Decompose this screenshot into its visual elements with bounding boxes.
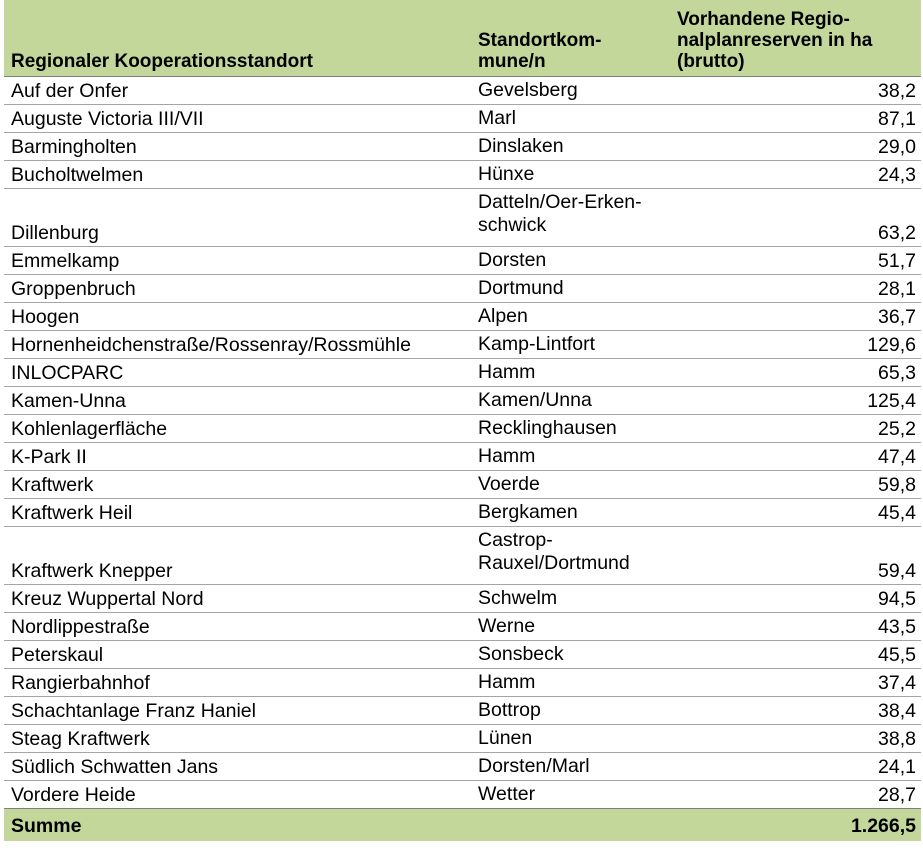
total-label: Summe bbox=[4, 809, 470, 842]
table-row bbox=[4, 527, 921, 585]
reserve-value: 38,4 bbox=[671, 697, 921, 725]
site-reserves-table bbox=[4, 0, 921, 841]
reserve-value: 65,3 bbox=[671, 359, 921, 387]
table-row bbox=[4, 641, 921, 669]
table-row bbox=[4, 189, 921, 247]
reserve-value: 29,0 bbox=[671, 133, 921, 161]
site-name: Kraftwerk bbox=[4, 471, 470, 499]
site-name: K-Park II bbox=[4, 443, 470, 471]
total-value: 1.266,5 bbox=[671, 809, 921, 842]
table-row bbox=[4, 387, 921, 415]
municipality: Dortmund bbox=[470, 275, 671, 303]
reserve-value: 24,1 bbox=[671, 753, 921, 781]
table-row bbox=[4, 499, 921, 527]
municipality: Dinslaken bbox=[470, 133, 671, 161]
reserve-value: 51,7 bbox=[671, 247, 921, 275]
total-municipality bbox=[470, 809, 671, 842]
site-name: Steag Kraftwerk bbox=[4, 725, 470, 753]
site-name: Rangierbahnhof bbox=[4, 669, 470, 697]
table-row bbox=[4, 105, 921, 133]
reserve-value: 28,7 bbox=[671, 781, 921, 809]
municipality: Dorsten/Marl bbox=[470, 753, 671, 781]
municipality: Bottrop bbox=[470, 697, 671, 725]
reserve-value: 25,2 bbox=[671, 415, 921, 443]
table-row bbox=[4, 471, 921, 499]
site-name: Hoogen bbox=[4, 303, 470, 331]
municipality: Sonsbeck bbox=[470, 641, 671, 669]
site-name: Groppenbruch bbox=[4, 275, 470, 303]
reserve-value: 36,7 bbox=[671, 303, 921, 331]
site-name: Kraftwerk Knepper bbox=[4, 527, 470, 585]
header-reserves: Vorhandene Regio- nalplanreserven in ha (brutto) bbox=[671, 0, 921, 77]
municipality: Datteln/Oer-Erken- schwick bbox=[470, 189, 671, 247]
reserve-value: 59,8 bbox=[671, 471, 921, 499]
site-name: Vordere Heide bbox=[4, 781, 470, 809]
municipality: Hünxe bbox=[470, 161, 671, 189]
site-name: Kreuz Wuppertal Nord bbox=[4, 585, 470, 613]
reserve-value: 47,4 bbox=[671, 443, 921, 471]
table-row bbox=[4, 585, 921, 613]
header-row bbox=[4, 0, 921, 77]
table-row bbox=[4, 359, 921, 387]
reserve-value: 87,1 bbox=[671, 105, 921, 133]
table-row bbox=[4, 275, 921, 303]
site-name: Schachtanlage Franz Haniel bbox=[4, 697, 470, 725]
site-name: Südlich Schwatten Jans bbox=[4, 753, 470, 781]
municipality: Dorsten bbox=[470, 247, 671, 275]
site-name: Kamen-Unna bbox=[4, 387, 470, 415]
municipality: Bergkamen bbox=[470, 499, 671, 527]
municipality: Kamen/Unna bbox=[470, 387, 671, 415]
total-row bbox=[4, 809, 921, 842]
municipality: Lünen bbox=[470, 725, 671, 753]
table-row bbox=[4, 669, 921, 697]
header-site: Regionaler Kooperationsstandort bbox=[4, 0, 470, 77]
site-name: Auguste Victoria III/VII bbox=[4, 105, 470, 133]
municipality: Hamm bbox=[470, 669, 671, 697]
municipality: Alpen bbox=[470, 303, 671, 331]
table-row bbox=[4, 247, 921, 275]
table-row bbox=[4, 443, 921, 471]
municipality: Hamm bbox=[470, 443, 671, 471]
municipality: Marl bbox=[470, 105, 671, 133]
site-name: Kohlenlagerfläche bbox=[4, 415, 470, 443]
reserve-value: 28,1 bbox=[671, 275, 921, 303]
table-row bbox=[4, 161, 921, 189]
site-name: INLOCPARC bbox=[4, 359, 470, 387]
reserve-value: 37,4 bbox=[671, 669, 921, 697]
table-row bbox=[4, 77, 921, 105]
site-name: Emmelkamp bbox=[4, 247, 470, 275]
table-row bbox=[4, 697, 921, 725]
municipality: Recklinghausen bbox=[470, 415, 671, 443]
site-name: Dillenburg bbox=[4, 189, 470, 247]
reserve-value: 45,4 bbox=[671, 499, 921, 527]
site-name: Bucholtwelmen bbox=[4, 161, 470, 189]
table-row bbox=[4, 781, 921, 809]
reserve-value: 38,2 bbox=[671, 77, 921, 105]
municipality: Castrop- Rauxel/Dortmund bbox=[470, 527, 671, 585]
table-row bbox=[4, 133, 921, 161]
table-row bbox=[4, 753, 921, 781]
reserve-value: 129,6 bbox=[671, 331, 921, 359]
municipality: Kamp-Lintfort bbox=[470, 331, 671, 359]
site-name: Nordlippestraße bbox=[4, 613, 470, 641]
reserve-value: 45,5 bbox=[671, 641, 921, 669]
table-row bbox=[4, 303, 921, 331]
municipality: Werne bbox=[470, 613, 671, 641]
site-name: Auf der Onfer bbox=[4, 77, 470, 105]
site-name: Barmingholten bbox=[4, 133, 470, 161]
reserve-value: 24,3 bbox=[671, 161, 921, 189]
municipality: Wetter bbox=[470, 781, 671, 809]
reserve-value: 38,8 bbox=[671, 725, 921, 753]
municipality: Gevelsberg bbox=[470, 77, 671, 105]
municipality: Voerde bbox=[470, 471, 671, 499]
table-row bbox=[4, 415, 921, 443]
reserve-value: 63,2 bbox=[671, 189, 921, 247]
reserve-value: 43,5 bbox=[671, 613, 921, 641]
header-municipality: Standortkom- mune/n bbox=[470, 0, 671, 77]
reserve-value: 125,4 bbox=[671, 387, 921, 415]
site-name: Peterskaul bbox=[4, 641, 470, 669]
municipality: Hamm bbox=[470, 359, 671, 387]
table-row bbox=[4, 613, 921, 641]
site-name: Kraftwerk Heil bbox=[4, 499, 470, 527]
table-row bbox=[4, 331, 921, 359]
reserve-value: 94,5 bbox=[671, 585, 921, 613]
table-row bbox=[4, 725, 921, 753]
reserve-value: 59,4 bbox=[671, 527, 921, 585]
municipality: Schwelm bbox=[470, 585, 671, 613]
site-name: Hornenheidchenstraße/Rossenray/Rossmühle bbox=[4, 331, 470, 359]
